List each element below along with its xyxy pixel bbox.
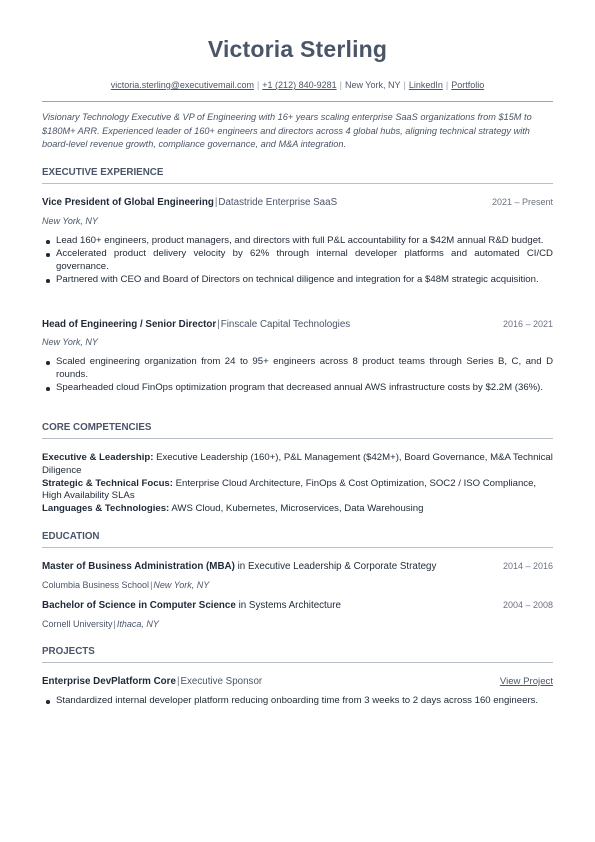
job-dates: 2021 – Present	[491, 197, 553, 207]
degree-field: in Executive Leadership & Corporate Strategy	[237, 561, 437, 572]
section-divider	[42, 438, 553, 439]
school-name: Cornell University	[42, 619, 113, 629]
experience-entry-header	[42, 197, 553, 211]
separator: |	[217, 319, 220, 330]
bullet-item: Lead 160+ engineers, product managers, and directors with full P&L accountability for a $42M annual R&D budget.	[42, 235, 553, 248]
school-name: Columbia Business School	[42, 580, 150, 590]
section-divider	[42, 547, 553, 548]
email-link[interactable]: victoria.sterling@executivemail.com	[110, 80, 254, 90]
competency-label: Strategic & Technical Focus:	[42, 477, 173, 489]
competency-label: Executive & Leadership:	[42, 452, 154, 463]
job-location: New York, NY	[42, 337, 98, 347]
education-entry-header	[42, 600, 553, 614]
degree-field: in Systems Architecture	[238, 600, 341, 611]
job-dates: 2016 – 2021	[502, 319, 553, 329]
separator: |	[214, 197, 218, 208]
view-project-link[interactable]: View Project	[499, 676, 553, 687]
linkedin-link[interactable]: LinkedIn	[408, 80, 443, 90]
separator: |	[403, 80, 406, 90]
competency-row	[42, 452, 553, 478]
competencies-list	[42, 452, 553, 516]
separator: |	[339, 80, 342, 90]
project-role: Executive Sponsor	[180, 676, 263, 687]
phone-link[interactable]: +1 (212) 840-9281	[262, 80, 337, 90]
school-line	[42, 619, 159, 629]
candidate-name: Victoria Sterling	[207, 36, 388, 62]
section-title-experience: EXECUTIVE EXPERIENCE	[42, 167, 164, 178]
section-title-education: EDUCATION	[42, 531, 100, 542]
separator: |	[176, 676, 180, 687]
company-name: Datastride Enterprise SaaS	[218, 197, 338, 208]
job-bullets	[42, 235, 553, 288]
school-location: Ithaca, NY	[116, 619, 159, 629]
separator: |	[150, 580, 153, 590]
competency-row	[42, 503, 553, 516]
competency-value: AWS Cloud, Kubernetes, Microservices, Data Warehousing	[171, 503, 424, 515]
bullet-item: Scaled engineering organization from 24 to 95+ engineers across 8 product teams through Series B, C, and D rounds.	[42, 356, 553, 382]
competency-value: Executive Leadership (160+), P&L Management ($42M+), Board Governance, M&A Technical Diligence	[42, 452, 553, 476]
job-title: Head of Engineering / Senior Director	[42, 319, 217, 330]
experience-entry-header	[42, 319, 553, 333]
section-title-competencies: CORE COMPETENCIES	[42, 422, 152, 433]
section-divider	[42, 183, 553, 184]
education-entry-header	[42, 561, 553, 575]
competency-label: Languages & Technologies:	[42, 503, 170, 515]
contact-line	[42, 80, 553, 90]
bullet-item: Spearheaded cloud FinOps optimization program that decreased annual AWS infrastructure costs by $2.2M (36%).	[42, 382, 553, 395]
portfolio-link[interactable]: Portfolio	[451, 80, 485, 90]
header-divider	[42, 101, 553, 102]
section-divider	[42, 662, 553, 663]
education-dates: 2004 – 2008	[502, 600, 553, 610]
competency-row	[42, 478, 553, 504]
bullet-item: Accelerated product delivery velocity by 62% through internal developer platforms and automated CI/CD governance.	[42, 248, 553, 274]
company-name: Finscale Capital Technologies	[220, 319, 351, 330]
school-location: New York, NY	[153, 580, 210, 590]
separator: |	[113, 619, 116, 629]
competency-value: Enterprise Cloud Architecture, FinOps & Cost Optimization, SOC2 / ISO Compliance, High Availability SLAs	[42, 477, 537, 502]
degree-name: Bachelor of Science in Computer Science	[42, 600, 236, 611]
degree-name: Master of Business Administration (MBA)	[42, 561, 235, 572]
project-name: Enterprise DevPlatform Core	[42, 676, 176, 687]
bullet-item: Standardized internal developer platform reducing onboarding time from 3 weeks to 2 days across 160 engineers.	[42, 695, 553, 708]
education-dates: 2014 – 2016	[502, 561, 553, 571]
professional-summary: Visionary Technology Executive & VP of Engineering with 16+ years scaling enterprise SaaS organizations from $15M to $180M+ ARR. Experienced leader of 160+ engineers and directors across 4 global hubs, aligning technical strategy with board-level revenue growth, compliance governance, and M&A integration.	[42, 112, 532, 149]
job-location: New York, NY	[42, 216, 98, 226]
section-title-projects: PROJECTS	[42, 646, 95, 657]
bullet-item: Partnered with CEO and Board of Directors on technical diligence and integration for a $48M strategic acquisition.	[42, 274, 553, 287]
separator: |	[256, 80, 260, 90]
separator: |	[445, 80, 449, 90]
project-entry-header	[42, 676, 553, 690]
job-title: Vice President of Global Engineering	[42, 197, 214, 208]
location-text: New York, NY	[344, 80, 401, 90]
school-line	[42, 580, 209, 590]
job-bullets	[42, 356, 553, 395]
project-bullets	[42, 695, 553, 708]
